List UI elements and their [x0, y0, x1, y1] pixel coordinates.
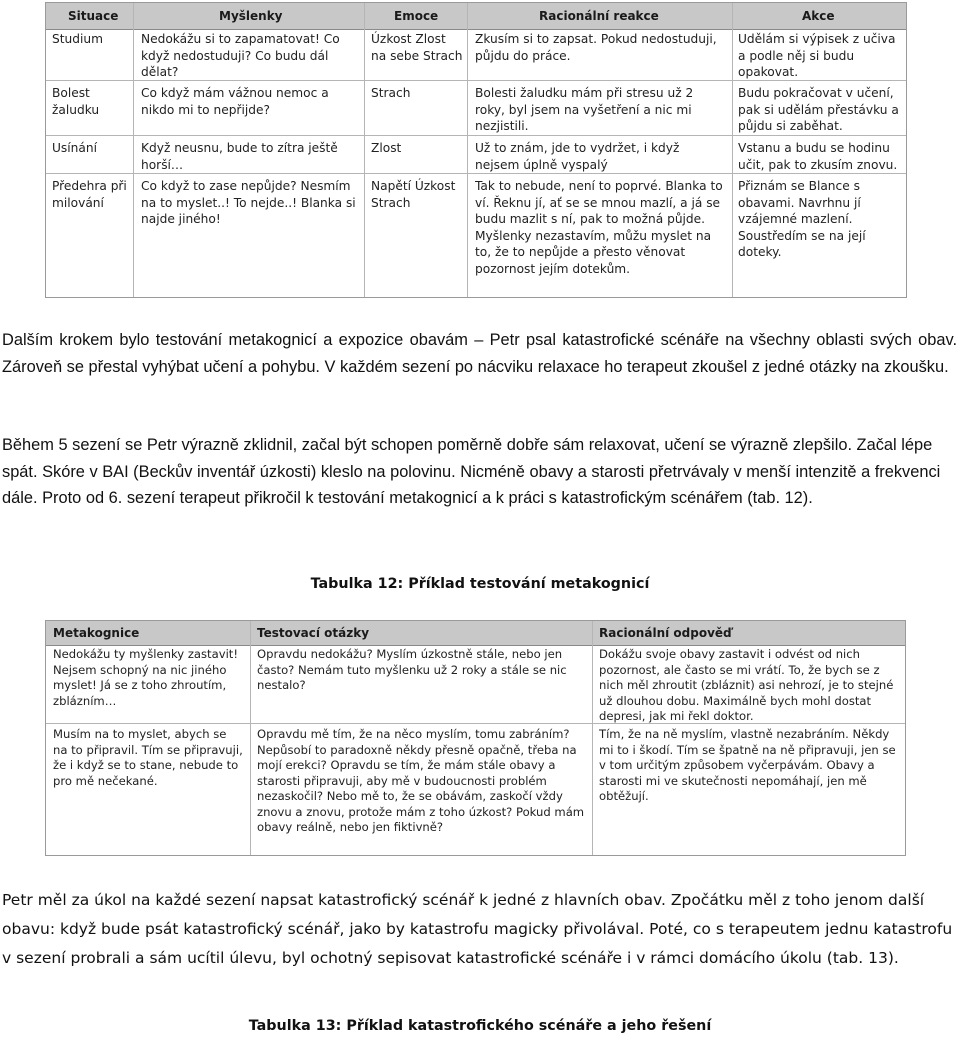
table-cell: Strach: [371, 86, 411, 100]
table-cell: Nedokážu si to zapamatovat! Co když nedostuduji? Co budu dál dělat?: [141, 32, 340, 79]
table-cell: Bolesti žaludku mám při stresu už 2 roky, byl jsem na vyšetření a nic mi nezjistili.: [475, 86, 694, 133]
table-cell: Udělám si výpisek z učiva a podle něj si budu opakovat.: [738, 32, 896, 79]
table-cell: Opravdu nedokážu? Myslím úzkostně stále, nebo jen často? Nemám tuto myšlenku už 2 roky a stále se nic nestalo?: [257, 647, 567, 692]
table-cell: Musím na to myslet, abych se na to připravil. Tím se připravuji, že i když se to stane, nebude to pro mě nečekané.: [53, 727, 243, 788]
table-cell: Bolest žaludku: [52, 86, 100, 117]
paragraph-progress: Během 5 sezení se Petr výrazně zklidnil, začal být schopen poměrně dobře sám relaxovat, učení se výrazně zlepšilo. Začal lépe spát. Skóre v BAI (Beckův inventář úzkosti) kleslo na polovinu. Nicméně obavy a starosti přetrvávaly v menší intenzitě a frekvenci dále. Proto od 6. sezení terapeut přikročil k testování metakognicí a k práci s katastrofickým scénářem (tab. 12).: [2, 436, 941, 507]
table-cell: Zlost: [371, 141, 402, 155]
table-cell: Nedokážu ty myšlenky zastavit! Nejsem schopný na nic jiného myslet! Já se z toho zhroutím, zblázním…: [53, 647, 238, 708]
table-cell: Tím, že na ně myslím, vlastně nezabráním. Někdy mi to i škodí. Tím se špatně na ně připravuji, jen se v tom určitým způsobem vyčerpávám. Obavy a starosti mi ve skutečnosti nepomáhají, jen mě obtěžují.: [599, 727, 896, 803]
table-cell: Zkusím si to zapsat. Pokud nedostuduji, půjdu do práce.: [475, 32, 717, 63]
table-situations: [45, 2, 907, 298]
table-cell: Úzkost Zlost na sebe Strach: [371, 32, 463, 63]
header-emoce: Emoce: [394, 9, 439, 23]
header-myslenky: Myšlenky: [219, 9, 283, 23]
table-metacognition: [45, 620, 906, 856]
table-cell: Co když mám vážnou nemoc a nikdo mi to nepřijde?: [141, 86, 329, 117]
table-cell: Opravdu mě tím, že na něco myslím, tomu zabráním? Nepůsobí to paradoxně někdy přesně opačně, třeba na mojí erekci? Opravdu se tím, že mám stále obavy a starosti připravuji, aby mě v budoucnosti problém nezaskočil? Nebo mě to, že se obávám, zaskočí vždy znovu a znovu, protože mám z toho úzkost? Pokud mám obavy reálně, nebo jen fiktivně?: [257, 727, 585, 834]
table-cell: Tak to nebude, není to poprvé. Blanka to ví. Řeknu jí, ať se se mnou mazlí, a já se budu mazlit s ní, pak to možná půjde. Myšlenky nezastavím, můžu myslet na to, že to nepůjde a přesto věnovat pozornost jejím dotekům.: [475, 179, 723, 276]
table-cell: Studium: [52, 32, 103, 46]
table-header-row: [46, 621, 905, 646]
header-akce: Akce: [802, 9, 835, 23]
table-cell: Budu pokračovat v učení, pak si udělám přestávku a půjdu si zaběhat.: [738, 86, 899, 133]
table-12-caption: Tabulka 12: Příklad testování metakognicí: [310, 576, 650, 592]
table-cell: Usínání: [52, 141, 97, 155]
table-header-row: [46, 3, 906, 30]
table-cell: Napětí Úzkost Strach: [371, 179, 456, 210]
table-cell: Už to znám, jde to vydržet, i když nejsem úplně vyspalý: [475, 141, 680, 172]
paragraph-next-step: Dalším krokem bylo testování metakognicí a expozice obavám – Petr psal katastrofické scénáře na všechny oblasti svých obav. Zároveň se přestal vyhýbat učení a pohybu. V každém sezení po nácviku relaxace ho terapeut zkoušel z jedné otázky na zkoušku.: [2, 331, 957, 376]
table-cell: Předehra při milování: [52, 179, 127, 210]
table-cell: Vstanu a budu se hodinu učit, pak to zkusím znovu.: [738, 141, 898, 172]
table-cell: Když neusnu, bude to zítra ještě horší…: [141, 141, 338, 172]
header-racionalni-reakce: Racionální reakce: [539, 9, 659, 23]
table-13-caption: Tabulka 13: Příklad katastrofického scénáře a jeho řešení: [248, 1018, 712, 1034]
header-testovaci-otazky: Testovací otázky: [257, 626, 370, 640]
table-cell: Co když to zase nepůjde? Nesmím na to myslet..! To nejde..! Blanka si najde jiného!: [141, 179, 356, 226]
header-racionalni-odpoved: Racionální odpověď: [599, 626, 732, 640]
table-cell: Dokážu svoje obavy zastavit i odvést od nich pozornost, ale často se mi vrátí. To, že bych se z nich měl zhroutit (zbláznit) asi nehrozí, je to stejné už dlouhou dobu. Maximálně bych mohl dostat depresi, jak mi řekl doktor.: [599, 647, 894, 723]
header-metakognice: Metakognice: [53, 626, 140, 640]
paragraph-homework: Petr měl za úkol na každé sezení napsat katastrofický scénář k jedné z hlavních obav. Zpočátku měl z toho jenom další obavu: když bude psát katastrofický scénář, jako by katastrofu magicky přivolával. Poté, co s terapeutem jednu katastrofu v sezení probrali a sám ucítil úlevu, byl ochotný sepisovat katastrofické scénáře i v rámci domácího úkolu (tab. 13).: [2, 891, 953, 967]
header-situace: Situace: [68, 9, 119, 23]
table-cell: Přiznám se Blance s obavami. Navrhnu jí vzájemné mazlení. Soustředím se na její doteky.: [738, 179, 866, 259]
